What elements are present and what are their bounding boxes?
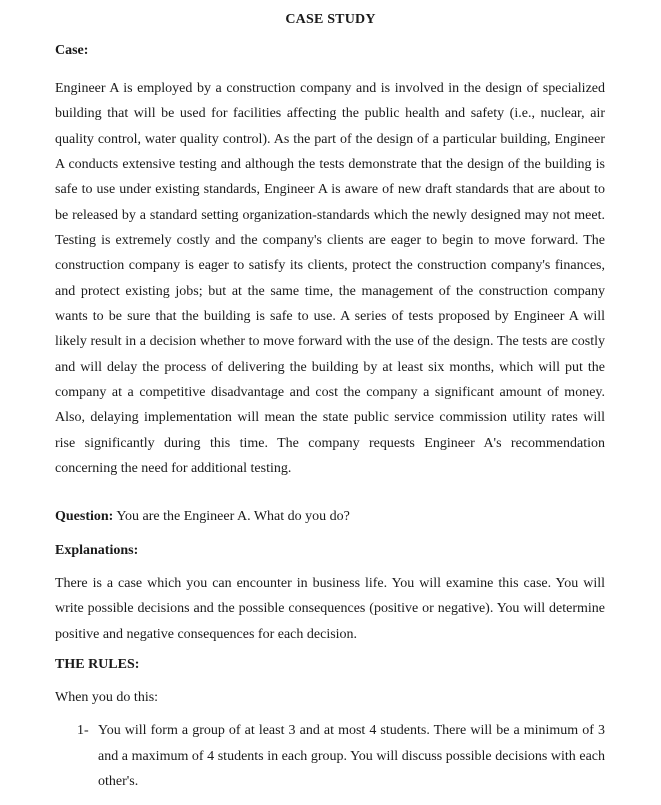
list-item [55, 718, 605, 795]
explanations-heading: Explanations: [55, 543, 139, 558]
case-heading: Case: [55, 43, 89, 58]
rules-list [55, 718, 605, 795]
case-paragraph: Engineer A is employed by a construction company and is involved in the design of specialized building that will be used for facilities affecting the public health and safety (i.e., nuclear, air quality control, water quality control). As the part of the design of a particular building, Engineer A conducts extensive testing and although the tests demonstrate that the design of the building is safe to use under existing standards, Engineer A is aware of new draft standards that are about to be released by a standard setting organization-standards which the newly designed may not meet. Testing is extremely costly and the company's clients are eager to begin to move forward. The construction company is eager to satisfy its clients, protect the construction company's finances, and protect existing jobs; but at the same time, the management of the construction company wants to be sure that the building is safe to use. A series of tests proposed by Engineer A will likely result in a decision whether to move forward with the use of the design. The tests are costly and will delay the process of delivering the building by at least six months, which will put the company at a competitive disadvantage and cost the company a significant amount of money. Also, delaying implementation will mean the state public service commission utility rates will rise significantly during this time. The company requests Engineer A's recommendation concerning the need for additional testing. [55, 81, 605, 477]
rules-intro: When you do this: [55, 690, 159, 705]
question-line [55, 509, 605, 525]
rules-heading: THE RULES: [55, 657, 140, 672]
list-item-text: You will form a group of at least 3 and at most 4 students. There will be a minimum of 3 and a maximum of 4 students in each group. You will discuss possible decisions with each other's. [98, 723, 605, 789]
list-marker: 1- [77, 723, 89, 738]
question-text: You are the Engineer A. What do you do? [116, 509, 350, 524]
document-title: CASE STUDY [285, 12, 376, 27]
question-label: Question: [55, 509, 114, 524]
explanations-paragraph: There is a case which you can encounter in business life. You will examine this case. You will write possible decisions and the possible consequences (positive or negative). You will determine positive and negative consequences for each decision. [55, 576, 605, 642]
